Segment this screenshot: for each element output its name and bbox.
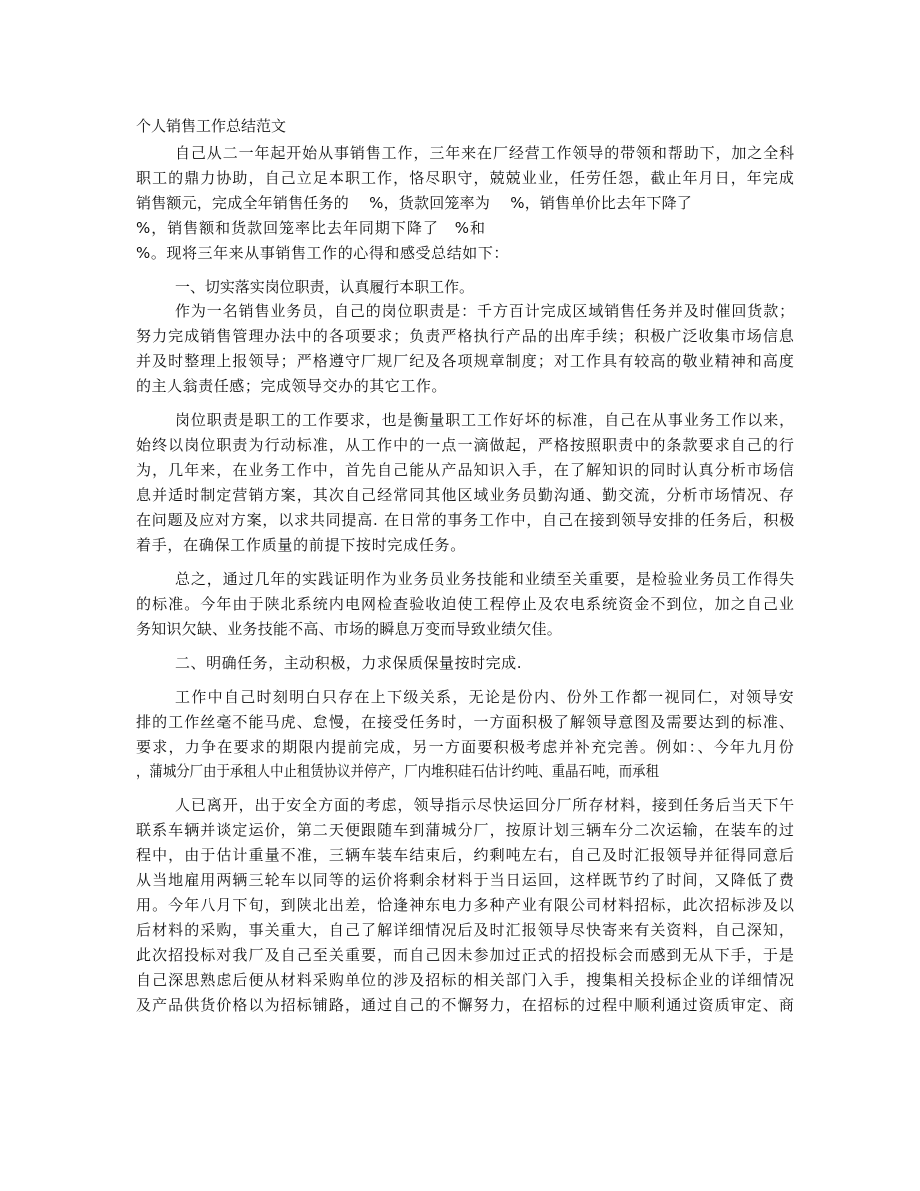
document-line: 联系车辆并谈定运价，第二天便跟随车到蒲城分厂，按原计划三辆车分二次运输，在装车的过 — [136, 821, 795, 839]
document-line: 销售额元，完成全年销售任务的 %，货款回笼率为 %，销售单价比去年下降了 — [136, 194, 692, 212]
document-line: 岗位职责是职工的工作要求，也是衡量职工工作好坏的标准，自己在从事业务工作以来， — [175, 411, 795, 429]
document-line: 人已离开，出于安全方面的考虑，领导指示尽快运回分厂所存材料，接到任务后当天下午 — [175, 796, 795, 814]
document-line: 后材料的采购，事关重大，自己了解详细情况后及时汇报领导尽快寄来有关资料，自己深知， — [136, 921, 795, 939]
document-line: %。现将三年来从事销售工作的心得和感受总结如下： — [136, 244, 509, 262]
document-line: 在问题及应对方案，以求共同提高. 在日常的事务工作中，自己在接到领导安排的任务后，积极 — [136, 511, 795, 529]
document-line: 二、明确任务，主动积极，力求保质保量按时完成. — [175, 654, 522, 672]
document-line: 从当地雇用两辆三轮车以同等的运价将剩余材料于当日运回，这样既节约了时间，又降低了费 — [136, 871, 795, 889]
document-line: 程中，由于估计重量不准，三辆车装车结束后，约剩吨左右，自己及时汇报领导并征得同意后 — [136, 846, 795, 864]
document-line: 此次招投标对我厂及自己至关重要，而自己因未参加过正式的招投标会而感到无从下手，于是 — [136, 946, 795, 964]
document-line: 始终以岗位职责为行动标准，从工作中的一点一滴做起，严格按照职责中的条款要求自己的行 — [136, 436, 795, 454]
document-line: 努力完成销售管理办法中的各项要求；负责严格执行产品的出库手续；积极广泛收集市场信息 — [136, 327, 795, 345]
document-line: 职工的鼎力协助，自己立足本职工作，恪尽职守，兢兢业业，任劳任怨，截止年月日，年完成 — [136, 169, 795, 187]
document-line: 自己从二一年起开始从事销售工作，三年来在厂经营工作领导的带领和帮助下，加之全科 — [175, 144, 795, 162]
document-title: 个人销售工作总结范文 — [136, 117, 287, 135]
document-line: 要求，力争在要求的期限内提前完成，另一方面要积极考虑并补充完善。例如：、今年九月份 — [136, 738, 795, 756]
document-line: 排的工作丝毫不能马虎、怠慢，在接受任务时，一方面积极了解领导意图及需要达到的标准、 — [136, 713, 795, 731]
document-line: 着手，在确保工作质量的前提下按时完成任务。 — [136, 536, 466, 554]
document-line: 务知识欠缺、业务技能不高、市场的瞬息万变而导致业绩欠佳。 — [136, 620, 562, 638]
document-line: 并及时整理上报领导；严格遵守厂规厂纪及各项规章制度；对工作具有较高的敬业精神和高度 — [136, 352, 795, 370]
document-line: 一、切实落实岗位职责，认真履行本职工作。 — [175, 278, 474, 296]
document-line: %，销售额和货款回笼率比去年同期下降了 %和 — [136, 219, 486, 237]
document-line: ，蒲城分厂由于承租人中止租赁协议并停产，厂内堆积硅石估计约吨、重晶石吨，而承租 — [136, 762, 659, 780]
document-line: 作为一名销售业务员，自己的岗位职责是：千方百计完成区域销售任务并及时催回货款； — [175, 302, 795, 320]
document-line: 的主人翁责任感；完成领导交办的其它工作。 — [136, 377, 447, 395]
document-line: 用。今年八月下旬，到陕北出差，恰逢神东电力多种产业有限公司材料招标，此次招标涉及以 — [136, 896, 795, 914]
document-line: 为，几年来，在业务工作中，首先自己能从产品知识入手，在了解知识的同时认真分析市场信 — [136, 461, 795, 479]
document-line: 的标准。今年由于陕北系统内电网检查验收迫使工程停止及农电系统资金不到位，加之自己业 — [136, 595, 795, 613]
document-line: 工作中自己时刻明白只存在上下级关系，无论是份内、份外工作都一视同仁，对领导安 — [175, 688, 795, 706]
document-line: 自己深思熟虑后便从材料采购单位的涉及招标的相关部门入手，搜集相关投标企业的详细情况 — [136, 971, 795, 989]
document-line: 及产品供货价格以为招标铺路，通过自己的不懈努力，在招标的过程中顺利通过资质审定、商 — [136, 996, 795, 1014]
document-line: 息并适时制定营销方案，其次自己经常同其他区域业务员勤沟通、勤交流，分析市场情况、存 — [136, 486, 795, 504]
document-line: 总之，通过几年的实践证明作为业务员业务技能和业绩至关重要，是检验业务员工作得失 — [175, 570, 795, 588]
